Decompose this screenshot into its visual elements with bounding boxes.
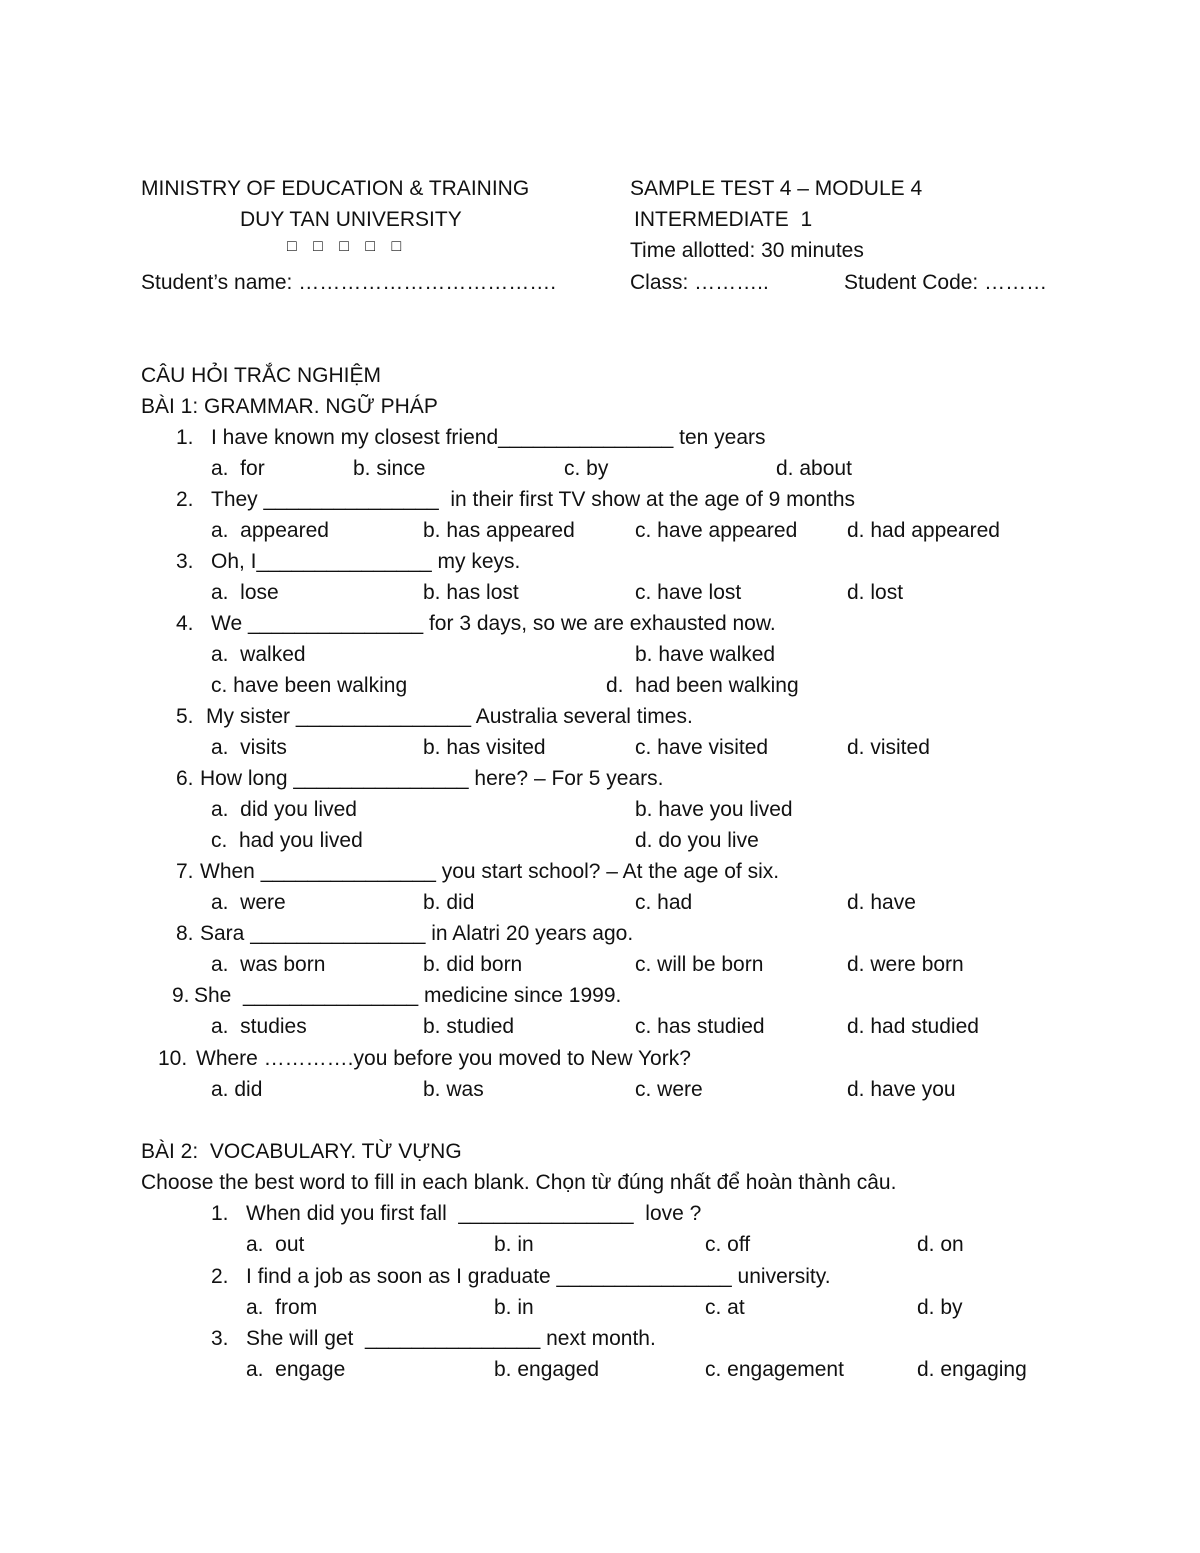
university-name: DUY TAN UNIVERSITY — [240, 208, 462, 231]
option-d: d. have you — [847, 1078, 956, 1101]
option-b: b. in — [494, 1296, 534, 1319]
option-a: a. appeared — [211, 519, 329, 542]
option-b: b. has appeared — [423, 519, 575, 542]
option-b: b. have walked — [635, 643, 776, 666]
ministry-heading: MINISTRY OF EDUCATION & TRAINING — [141, 177, 530, 200]
question-text: When did you first fall _______________ love ? — [246, 1202, 702, 1225]
ornament-glyphs: □ □ □ □ □ — [287, 238, 408, 255]
question-number: 6. — [176, 767, 194, 790]
test-title: SAMPLE TEST 4 – MODULE 4 — [630, 177, 923, 200]
option-a: a. for — [211, 457, 265, 480]
option-b: b. have you lived — [635, 798, 793, 821]
option-c: c. engagement — [705, 1358, 844, 1381]
section-title: CÂU HỎI TRẮC NGHIỆM — [141, 364, 381, 387]
question-number: 1. — [176, 426, 194, 449]
question-number: 5. — [176, 705, 194, 728]
option-d: d. had appeared — [847, 519, 1000, 542]
option-b: b. did — [423, 891, 475, 914]
question-number: 2. — [176, 488, 194, 511]
part2-title: BÀI 2: VOCABULARY. TỪ VỰNG — [141, 1140, 462, 1163]
question-text: My sister _______________ Australia several times. — [206, 705, 693, 728]
question-text: They _______________ in their first TV show at the age of 9 months — [211, 488, 856, 511]
option-a: a. did — [211, 1078, 263, 1101]
question-number: 7. — [176, 860, 194, 883]
option-d: d. had been walking — [606, 674, 799, 697]
option-b: b. was — [423, 1078, 484, 1101]
option-b: b. since — [353, 457, 426, 480]
option-a: a. did you lived — [211, 798, 357, 821]
question-text: When _______________ you start school? – At the age of six. — [200, 860, 780, 883]
question-number: 1. — [211, 1202, 229, 1225]
option-c: c. have lost — [635, 581, 742, 604]
question-text: Sara _______________ in Alatri 20 years ago. — [200, 922, 634, 945]
option-a: a. were — [211, 891, 286, 914]
part2-instruction: Choose the best word to fill in each blank. Chọn từ đúng nhất để hoàn thành câu. — [141, 1171, 897, 1194]
question-number: 4. — [176, 612, 194, 635]
option-d: d. had studied — [847, 1015, 979, 1038]
option-d: d. were born — [847, 953, 964, 976]
student-code-field: Student Code: ……… — [844, 271, 1048, 294]
option-a: a. lose — [211, 581, 279, 604]
part1-title: BÀI 1: GRAMMAR. NGỮ PHÁP — [141, 395, 438, 418]
level-label: INTERMEDIATE 1 — [634, 208, 813, 231]
option-b: b. did born — [423, 953, 523, 976]
option-d: d. on — [917, 1233, 964, 1256]
option-c: c. were — [635, 1078, 703, 1101]
option-c: c. had — [635, 891, 693, 914]
question-text: I find a job as soon as I graduate _______________ university. — [246, 1265, 831, 1288]
question-text: I have known my closest friend_______________ ten years — [211, 426, 766, 449]
option-b: b. engaged — [494, 1358, 600, 1381]
option-b: b. has lost — [423, 581, 519, 604]
question-text: How long _______________ here? – For 5 years. — [200, 767, 664, 790]
question-number: 9. — [172, 984, 190, 1007]
option-a: a. visits — [211, 736, 287, 759]
question-text: Oh, I_______________ my keys. — [211, 550, 521, 573]
option-c: c. have visited — [635, 736, 769, 759]
option-b: b. studied — [423, 1015, 515, 1038]
question-text: Where ………….you before you moved to New York? — [196, 1047, 691, 1070]
option-c: c. at — [705, 1296, 745, 1319]
option-d: d. about — [776, 457, 852, 480]
question-number: 10. — [158, 1047, 188, 1070]
option-c: c. have appeared — [635, 519, 798, 542]
option-a: a. walked — [211, 643, 306, 666]
option-d: d. do you live — [635, 829, 759, 852]
option-d: d. by — [917, 1296, 963, 1319]
question-number: 3. — [176, 550, 194, 573]
option-c: c. by — [564, 457, 609, 480]
option-a: a. was born — [211, 953, 326, 976]
question-text: We _______________ for 3 days, so we are exhausted now. — [211, 612, 776, 635]
option-c: c. will be born — [635, 953, 764, 976]
question-number: 8. — [176, 922, 194, 945]
option-c: c. have been walking — [211, 674, 408, 697]
class-field: Class: ……….. — [630, 271, 769, 294]
student-name-field: Student’s name: ………………………………. — [141, 271, 557, 294]
option-c: c. has studied — [635, 1015, 765, 1038]
question-text: She will get _______________ next month. — [246, 1327, 656, 1350]
option-c: c. had you lived — [211, 829, 363, 852]
option-b: b. has visited — [423, 736, 546, 759]
option-c: c. off — [705, 1233, 751, 1256]
option-b: b. in — [494, 1233, 534, 1256]
option-a: a. studies — [211, 1015, 307, 1038]
option-d: d. have — [847, 891, 916, 914]
option-d: d. engaging — [917, 1358, 1027, 1381]
option-d: d. lost — [847, 581, 904, 604]
option-a: a. out — [246, 1233, 305, 1256]
option-a: a. from — [246, 1296, 318, 1319]
question-number: 2. — [211, 1265, 229, 1288]
question-number: 3. — [211, 1327, 229, 1350]
question-text: She _______________ medicine since 1999. — [194, 984, 622, 1007]
time-allotted: Time allotted: 30 minutes — [630, 239, 864, 262]
option-d: d. visited — [847, 736, 930, 759]
option-a: a. engage — [246, 1358, 346, 1381]
